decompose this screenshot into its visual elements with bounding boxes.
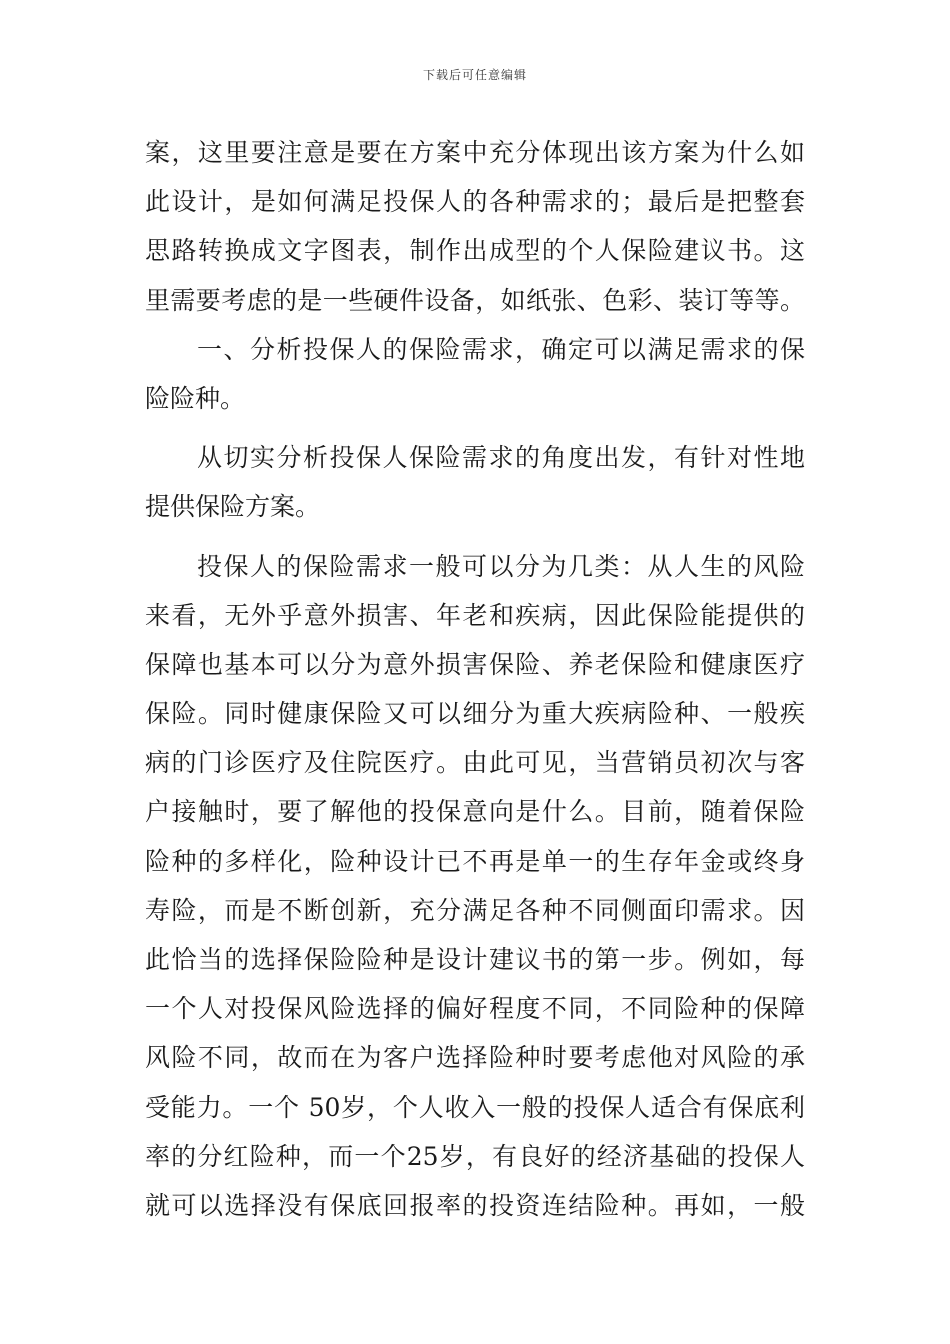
text-line: 来看，无外乎意外损害、年老和疾病，因此保险能提供的 bbox=[145, 600, 805, 630]
text-line: 险种的多样化，险种设计已不再是单一的生存年金或终身 bbox=[145, 846, 805, 876]
paragraph-start-line: 投保人的保险需求一般可以分为几类：从人生的风险 bbox=[197, 551, 805, 581]
text-line: 此设计，是如何满足投保人的各种需求的；最后是把整套 bbox=[145, 187, 805, 217]
text-line: 率的分红险种，而一个25岁，有良好的经济基础的投保人 bbox=[145, 1141, 805, 1171]
text-line: 此恰当的选择保险险种是设计建议书的第一步。例如，每 bbox=[145, 945, 805, 974]
text-line: 提供保险方案。 bbox=[145, 492, 321, 522]
text-line: 案，这里要注意是要在方案中充分体现出该方案为什么如 bbox=[145, 138, 805, 167]
text-line: 一个人对投保风险选择的偏好程度不同，不同险种的保障 bbox=[145, 994, 805, 1024]
text-line: 里需要考虑的是一些硬件设备，如纸张、色彩、装订等等。 bbox=[145, 285, 805, 315]
text-line: 思路转换成文字图表，制作出成型的个人保险建议书。这 bbox=[145, 236, 805, 266]
text-line: 户接触时，要了解他的投保意向是什么。目前，随着保险 bbox=[145, 797, 805, 827]
text-line: 险险种。 bbox=[145, 383, 246, 413]
text-line: 就可以选择没有保底回报率的投资连结险种。再如，一般 bbox=[145, 1190, 805, 1220]
page-header: 下载后可任意编辑 bbox=[422, 68, 527, 82]
section-heading: 一、分析投保人的保险需求，确定可以满足需求的保 bbox=[197, 334, 805, 364]
body-text bbox=[145, 128, 805, 1230]
text-line: 保障也基本可以分为意外损害保险、养老保险和健康医疗 bbox=[145, 649, 805, 679]
paragraph-start-line: 从切实分析投保人保险需求的角度出发，有针对性地 bbox=[197, 443, 805, 473]
text-line: 病的门诊医疗及住院医疗。由此可见，当营销员初次与客 bbox=[145, 748, 805, 778]
text-line: 寿险，而是不断创新，充分满足各种不同侧面印需求。因 bbox=[145, 895, 805, 925]
text-line: 受能力。一个 50岁，个人收入一般的投保人适合有保底利 bbox=[145, 1092, 805, 1122]
text-line: 风险不同，故而在为客户选择险种时要考虑他对风险的承 bbox=[145, 1043, 805, 1073]
text-line: 保险。同时健康保险又可以细分为重大疾病险种、一般疾 bbox=[145, 699, 805, 729]
